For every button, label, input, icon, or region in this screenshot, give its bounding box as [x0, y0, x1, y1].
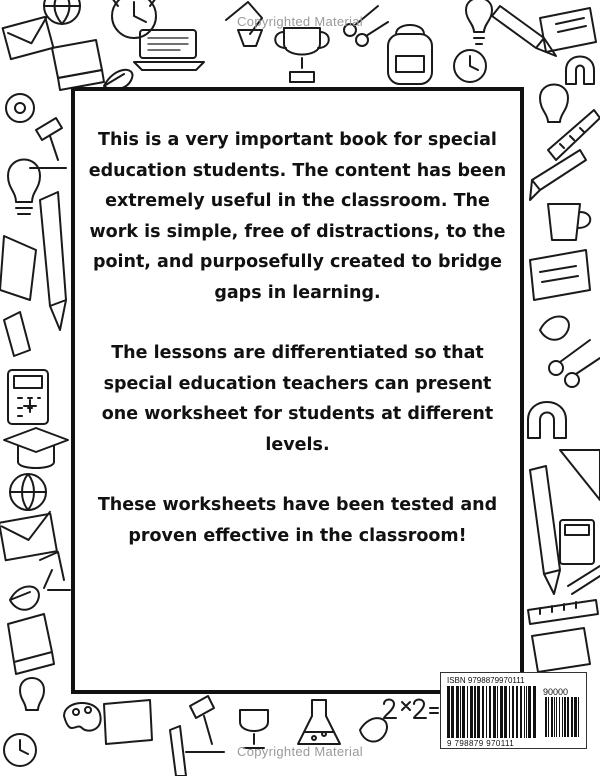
calculator-icon — [560, 520, 594, 564]
book-icon — [530, 250, 590, 300]
isbn-label: ISBN 9798879970111 — [447, 676, 525, 685]
barcode-bar — [524, 686, 525, 738]
envelope-icon — [0, 512, 57, 560]
ruler-icon — [528, 600, 598, 624]
barcode-bar — [493, 686, 496, 738]
barcode-bar — [467, 686, 468, 738]
barcode-addon-bars — [545, 697, 581, 745]
microscope-icon — [40, 552, 70, 590]
pencil-icon — [4, 312, 30, 356]
barcode-bar — [545, 697, 547, 737]
globe-icon — [10, 474, 46, 510]
barcode-bar — [548, 697, 549, 737]
pencil-icon — [530, 466, 560, 594]
trophy-icon — [275, 28, 329, 82]
cup-icon — [548, 204, 590, 240]
barcode-bar — [489, 686, 491, 738]
barcode-bar — [571, 697, 573, 737]
barcode-bar — [447, 686, 450, 738]
isbn-barcode — [440, 672, 587, 749]
barcode-bar — [497, 686, 498, 738]
backpack-icon — [388, 25, 432, 84]
barcode-bar — [556, 697, 557, 737]
barcode-bar — [474, 686, 476, 738]
barcode-bar — [477, 686, 480, 738]
magnet-icon — [566, 57, 594, 85]
barcode-digits: 9 798879 970111 — [447, 739, 515, 748]
barcode-bar — [554, 697, 555, 737]
paint-palette-icon — [64, 703, 101, 731]
barcode-bar — [520, 686, 522, 738]
barcode-bar — [574, 697, 577, 737]
barcode-bar — [509, 686, 510, 738]
pencil-icon — [568, 566, 600, 594]
barcode-bar — [564, 697, 566, 737]
book-icon — [532, 628, 590, 672]
barcode-bar — [486, 686, 487, 738]
clock-icon — [454, 50, 486, 82]
flask-icon — [298, 700, 340, 744]
barcode-bar — [526, 686, 527, 738]
leaf-icon — [540, 316, 569, 339]
blurb-paragraph-3: These worksheets have been tested and proven effective in the classroom! — [97, 495, 498, 546]
barcode-bar — [482, 686, 484, 738]
barcode-bar — [456, 686, 459, 738]
leaf-icon — [10, 586, 39, 609]
math-formula-icon — [384, 700, 438, 719]
barcode-bar — [460, 686, 461, 738]
barcode-bar — [500, 686, 503, 738]
barcode-bar — [562, 697, 563, 737]
barcode-bar — [516, 686, 518, 738]
book-icon — [104, 700, 152, 744]
back-cover-text-panel — [71, 87, 524, 694]
pencil-icon — [40, 192, 66, 330]
calculator-icon — [8, 370, 48, 424]
barcode-bar — [451, 686, 454, 738]
barcode-bar — [551, 697, 553, 737]
barcode-bars — [447, 686, 539, 738]
barcode-bar — [504, 686, 507, 738]
ruler-icon — [548, 110, 600, 160]
graduation-cap-icon — [4, 428, 68, 468]
plus-icon — [24, 400, 36, 412]
blurb-paragraph-1: This is a very important book for special education students. The content has been extremely useful in the classroom. The work is simple, free of distractions, to the point, and purposefully created to bridge gaps in learning. — [88, 130, 507, 303]
barcode-bar — [578, 697, 579, 737]
barcode-bar — [462, 686, 465, 738]
barcode-bar — [512, 686, 514, 738]
back-cover-blurb — [87, 125, 508, 551]
book-icon — [8, 614, 54, 674]
barcode-bar — [528, 686, 531, 738]
price-code: 90000 — [543, 687, 569, 697]
leaf-icon — [360, 718, 387, 741]
blurb-paragraph-2: The lessons are differentiated so that special education teachers can present one worksheet for students at different levels. — [101, 343, 494, 455]
gear-icon — [6, 94, 34, 122]
book-icon — [0, 236, 36, 300]
barcode-bar — [533, 686, 536, 738]
lightbulb-icon — [20, 678, 44, 710]
scissors-icon — [549, 340, 600, 387]
copyright-watermark-top: Copyrighted Material — [237, 14, 363, 29]
triangle-ruler-icon — [560, 450, 600, 500]
barcode-bar — [559, 697, 560, 737]
barcode-bar — [470, 686, 473, 738]
trophy-icon — [240, 710, 268, 748]
magnet-icon — [528, 402, 566, 438]
microscope-icon — [30, 118, 66, 168]
lightbulb-icon — [540, 85, 568, 123]
barcode-bar — [567, 697, 569, 737]
book-icon — [52, 40, 104, 90]
copyright-watermark-bottom: Copyrighted Material — [237, 744, 363, 759]
